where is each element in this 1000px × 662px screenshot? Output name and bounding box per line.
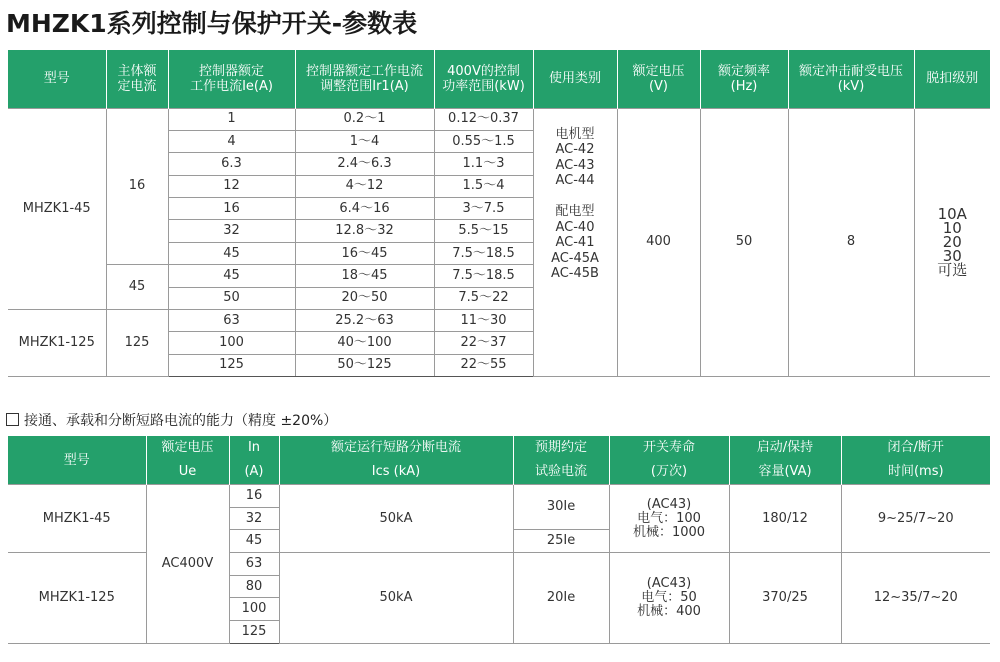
switch-life-cell: (AC43) 电气：50 机械：400 [609, 553, 729, 644]
col-header-ics: 额定运行短路分断电流 Ics (kA) [279, 436, 513, 485]
adjust-range-cell: 16～45 [295, 242, 434, 264]
adjust-range-cell: 6.4～16 [295, 198, 434, 220]
rated-current-cell: 6.3 [168, 153, 295, 175]
frame-current-cell: 45 [106, 265, 168, 310]
adjust-range-cell: 0.2～1 [295, 108, 434, 130]
power-range-cell: 11～30 [434, 310, 533, 332]
adjust-range-cell: 25.2～63 [295, 310, 434, 332]
model-cell: MHZK1-45 [8, 108, 106, 310]
close-open-time-cell: 9~25/7~20 [841, 485, 990, 553]
adjust-range-cell: 4～12 [295, 175, 434, 197]
category-cell: 电机型 AC-42 AC-43 AC-44 配电型 AC-40 AC-41 AC-45A AC-45B [533, 108, 617, 377]
section-subtitle [6, 410, 337, 430]
rated-current-cell: 100 [168, 332, 295, 354]
col-header-switch-life: 开关寿命 (万次) [609, 436, 729, 485]
power-range-cell: 5.5～15 [434, 220, 533, 242]
rated-current-cell: 16 [168, 198, 295, 220]
in-cell: 100 [229, 598, 279, 621]
rated-current-cell: 32 [168, 220, 295, 242]
adjust-range-cell: 2.4～6.3 [295, 153, 434, 175]
col-header-in: In (A) [229, 436, 279, 485]
table-row [8, 108, 990, 130]
col-header-model: 型号 [8, 436, 146, 485]
col-header-test-current: 预期约定 试验电流 [513, 436, 609, 485]
power-range-cell: 7.5～22 [434, 287, 533, 309]
in-cell: 63 [229, 553, 279, 576]
impulse-voltage-cell: 8 [788, 108, 914, 377]
rated-current-cell: 1 [168, 108, 295, 130]
rated-current-cell: 12 [168, 175, 295, 197]
power-range-cell: 1.1～3 [434, 153, 533, 175]
adjust-range-cell: 20～50 [295, 287, 434, 309]
col-header-start-hold: 启动/保持 容量(VA) [729, 436, 841, 485]
table-row [8, 485, 990, 508]
adjust-range-cell: 1～4 [295, 130, 434, 152]
in-cell: 16 [229, 485, 279, 508]
rated-current-cell: 4 [168, 130, 295, 152]
power-range-cell: 1.5～4 [434, 175, 533, 197]
test-current-cell: 30Ie [513, 485, 609, 530]
breaking-capacity-table [8, 436, 990, 644]
ics-cell: 50kA [279, 485, 513, 553]
model-cell: MHZK1-125 [8, 310, 106, 377]
test-current-cell: 20Ie [513, 553, 609, 644]
power-range-cell: 7.5～18.5 [434, 242, 533, 264]
start-hold-cell: 370/25 [729, 553, 841, 644]
col-header-category: 使用类别 [533, 50, 617, 108]
power-range-cell: 22～55 [434, 354, 533, 376]
col-header-rated-current: 控制器额定 工作电流Ie(A) [168, 50, 295, 108]
adjust-range-cell: 50～125 [295, 354, 434, 376]
test-current-cell: 25Ie [513, 530, 609, 553]
rated-current-cell: 63 [168, 310, 295, 332]
adjust-range-cell: 12.8～32 [295, 220, 434, 242]
col-header-power-range: 400V的控制 功率范围(kW) [434, 50, 533, 108]
in-cell: 80 [229, 575, 279, 598]
rated-current-cell: 45 [168, 242, 295, 264]
switch-life-cell: (AC43) 电气：100 机械：1000 [609, 485, 729, 553]
trip-class-cell: 10A 10 20 30 可选 [914, 108, 990, 377]
in-cell: 125 [229, 621, 279, 644]
rated-current-cell: 45 [168, 265, 295, 287]
power-range-cell: 3～7.5 [434, 198, 533, 220]
model-cell: MHZK1-45 [8, 485, 146, 553]
power-range-cell: 7.5～18.5 [434, 265, 533, 287]
power-range-cell: 0.55～1.5 [434, 130, 533, 152]
rated-current-cell: 125 [168, 354, 295, 376]
frame-current-cell: 16 [106, 108, 168, 265]
col-header-close-open-time: 闭合/断开 时间(ms) [841, 436, 990, 485]
section-subtitle-text: 接通、承载和分断短路电流的能力（精度 ±20%） [24, 413, 338, 429]
power-range-cell: 0.12～0.37 [434, 108, 533, 130]
col-header-frame-current: 主体额 定电流 [106, 50, 168, 108]
voltage-cell: 400 [617, 108, 700, 377]
in-cell: 45 [229, 530, 279, 553]
col-header-model: 型号 [8, 50, 106, 108]
table-header-row [8, 50, 990, 108]
model-cell: MHZK1-125 [8, 553, 146, 644]
checkbox-square-icon [6, 413, 19, 426]
rated-voltage-cell: AC400V [146, 485, 229, 644]
rated-current-cell: 50 [168, 287, 295, 309]
in-cell: 32 [229, 507, 279, 530]
col-header-rated-voltage: 额定电压 Ue [146, 436, 229, 485]
ics-cell: 50kA [279, 553, 513, 644]
page-title: MHZK1系列控制与保护开关-参数表 [6, 9, 418, 38]
adjust-range-cell: 18～45 [295, 265, 434, 287]
frame-current-cell: 125 [106, 310, 168, 377]
parameter-table [8, 50, 990, 377]
start-hold-cell: 180/12 [729, 485, 841, 553]
col-header-trip-class: 脱扣级别 [914, 50, 990, 108]
power-range-cell: 22～37 [434, 332, 533, 354]
adjust-range-cell: 40～100 [295, 332, 434, 354]
col-header-voltage: 额定电压 (V) [617, 50, 700, 108]
col-header-impulse-voltage: 额定冲击耐受电压 (kV) [788, 50, 914, 108]
close-open-time-cell: 12~35/7~20 [841, 553, 990, 644]
col-header-frequency: 额定频率 (Hz) [700, 50, 788, 108]
frequency-cell: 50 [700, 108, 788, 377]
col-header-adjust-range: 控制器额定工作电流 调整范围Ir1(A) [295, 50, 434, 108]
